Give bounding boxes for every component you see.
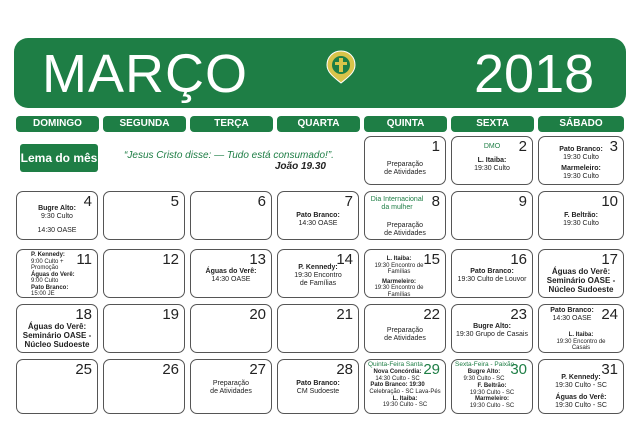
event-place: F. Beltrão: bbox=[477, 383, 507, 389]
day-number: 1 bbox=[431, 138, 440, 155]
event-place: Pato Branco: bbox=[31, 284, 69, 291]
day-number: 10 bbox=[601, 193, 618, 210]
event-place: Pato Branco: 19:30 bbox=[370, 382, 425, 389]
event-text: 19:30 Culto bbox=[563, 220, 599, 227]
calendar-day-23 bbox=[451, 304, 533, 353]
event-text: 14:30 OASE bbox=[552, 315, 592, 322]
event-text: 19:30 Encontro de Famílias bbox=[294, 272, 342, 287]
event-note: DMO bbox=[483, 143, 501, 150]
event-text: 19:30 Culto - SC bbox=[382, 402, 428, 409]
event-place: Águas do Verê: bbox=[31, 271, 75, 278]
day-number: 28 bbox=[336, 361, 353, 378]
day-number: 3 bbox=[609, 138, 618, 155]
calendar-day-29 bbox=[364, 359, 446, 414]
calendar-day-9 bbox=[451, 191, 533, 240]
calendar-day-22 bbox=[364, 304, 446, 353]
event-text: 19:30 Encontro de Casais bbox=[556, 338, 606, 351]
calendar-day-12 bbox=[103, 249, 185, 298]
day-header-domingo: DOMINGO bbox=[16, 116, 99, 132]
day-number: 15 bbox=[423, 251, 440, 268]
event-text: 19:30 Culto bbox=[474, 165, 510, 172]
day-number: 4 bbox=[83, 193, 92, 210]
calendar-day-2 bbox=[451, 136, 533, 185]
day-number: 31 bbox=[601, 361, 618, 378]
calendar-day-17 bbox=[538, 249, 624, 298]
day-number: 18 bbox=[75, 306, 92, 323]
lema-quote-ref: João 19.30 bbox=[274, 161, 326, 172]
day-number: 5 bbox=[170, 193, 179, 210]
event-text: Núcleo Sudoeste bbox=[548, 285, 614, 294]
event-place: P. Kennedy: bbox=[31, 252, 65, 258]
calendar-day-25 bbox=[16, 359, 98, 414]
event-text: 14:30 OASE bbox=[211, 276, 251, 283]
day-number: 11 bbox=[76, 251, 92, 268]
event-place: P. Kennedy: bbox=[561, 374, 601, 381]
event-text: 19:30 Culto bbox=[563, 173, 599, 180]
day-number: 29 bbox=[423, 361, 440, 378]
day-number: 6 bbox=[257, 193, 266, 210]
event-place: Águas do Verê: bbox=[27, 322, 87, 331]
event-place: Pato Branco: bbox=[559, 146, 603, 153]
event-text: 9:30 Culto - SC bbox=[463, 375, 505, 382]
calendar-day-30 bbox=[451, 359, 533, 414]
event-place: Pato Branco: bbox=[296, 212, 340, 219]
calendar-day-27 bbox=[190, 359, 272, 414]
event-place: Pato Branco: bbox=[550, 307, 594, 314]
calendar-day-20 bbox=[190, 304, 272, 353]
church-logo-icon bbox=[326, 50, 356, 84]
event-note: Quinta-Feira Santa bbox=[368, 361, 423, 368]
event-place: L. Itaiba: bbox=[392, 395, 418, 402]
day-header-terca: TERÇA bbox=[190, 116, 273, 132]
event-text: Núcleo Sudoeste bbox=[24, 340, 90, 349]
event-text: 19:30 Culto de Louvor bbox=[457, 276, 527, 283]
day-number: 27 bbox=[249, 361, 266, 378]
calendar-day-28 bbox=[277, 359, 359, 414]
day-header-sabado: SÁBADO bbox=[538, 116, 624, 132]
event-text: Preparação bbox=[386, 161, 424, 168]
event-text: 15:00 JE bbox=[31, 291, 55, 297]
day-number: 8 bbox=[431, 193, 440, 210]
event-text: 9:30 Culto bbox=[41, 213, 73, 220]
day-number: 30 bbox=[510, 361, 527, 378]
event-place: P. Kennedy: bbox=[298, 264, 338, 271]
event-place: L. Itaiba: bbox=[568, 332, 594, 338]
day-header-quarta: QUARTA bbox=[277, 116, 360, 132]
event-text: 19:30 Culto - SC bbox=[555, 382, 607, 389]
event-place: Águas do Verê: bbox=[555, 394, 607, 401]
event-text: Celebração - SC Lava-Pés bbox=[369, 389, 441, 395]
event-place: Pato Branco: bbox=[470, 268, 514, 275]
calendar-day-24 bbox=[538, 304, 624, 353]
event-text: CM Sudoeste bbox=[296, 388, 340, 395]
event-note: Sexta-Feira - Paixão bbox=[455, 361, 515, 368]
calendar-day-10 bbox=[538, 191, 624, 240]
day-number: 23 bbox=[510, 306, 527, 323]
event-text: Preparação bbox=[386, 327, 424, 334]
calendar-day-13 bbox=[190, 249, 272, 298]
event-text: 9:00 Culto bbox=[31, 278, 59, 284]
event-place: Bugre Alto: bbox=[473, 323, 511, 330]
day-number: 26 bbox=[162, 361, 179, 378]
calendar-day-19 bbox=[103, 304, 185, 353]
day-number: 7 bbox=[344, 193, 353, 210]
calendar-day-5 bbox=[103, 191, 185, 240]
event-place: L. Itaiba: bbox=[477, 157, 507, 164]
event-place: Águas do Verê: bbox=[205, 268, 257, 275]
calendar-day-8 bbox=[364, 191, 446, 240]
event-text: de Atividades bbox=[210, 388, 252, 395]
event-place: Águas do Verê: bbox=[551, 267, 611, 276]
event-place: Pato Branco: bbox=[296, 380, 340, 387]
event-text: Seminário OASE - bbox=[546, 276, 616, 285]
day-number: 17 bbox=[601, 251, 618, 268]
event-place: Bugre Alto: bbox=[467, 369, 501, 375]
calendar-day-11 bbox=[16, 249, 98, 298]
day-number: 24 bbox=[601, 306, 618, 323]
event-text: Preparação bbox=[386, 222, 424, 229]
calendar-day-16 bbox=[451, 249, 533, 298]
event-text: 19:30 Culto - SC bbox=[469, 402, 515, 409]
day-header-quinta: QUINTA bbox=[364, 116, 447, 132]
calendar-day-31 bbox=[538, 359, 624, 414]
event-text: Seminário OASE - bbox=[22, 331, 92, 340]
calendar-day-3 bbox=[538, 136, 624, 185]
lema-label: Lema do mês bbox=[20, 144, 98, 172]
calendar-day-14 bbox=[277, 249, 359, 298]
event-text: 19:30 Encontro de Famílias bbox=[374, 285, 424, 298]
event-text: Preparação bbox=[212, 380, 250, 387]
day-number: 9 bbox=[518, 193, 527, 210]
event-text: 14:30 OASE bbox=[298, 220, 338, 227]
event-text: 14:30 OASE bbox=[37, 227, 77, 234]
event-text: 9:00 Culto + Promoção bbox=[31, 258, 64, 271]
calendar-day-1 bbox=[364, 136, 446, 185]
event-text: 19:30 Grupo de Casais bbox=[456, 331, 528, 338]
day-number: 16 bbox=[510, 251, 527, 268]
day-number: 22 bbox=[423, 306, 440, 323]
day-number: 13 bbox=[249, 251, 266, 268]
event-place: Bugre Alto: bbox=[38, 205, 76, 212]
day-number: 14 bbox=[336, 251, 353, 268]
day-number: 19 bbox=[162, 306, 179, 323]
event-text: de Atividades bbox=[384, 230, 426, 237]
calendar-day-6 bbox=[190, 191, 272, 240]
day-number: 2 bbox=[518, 138, 527, 155]
event-place: F. Beltrão: bbox=[564, 212, 598, 219]
event-text: 19:30 Culto - SC bbox=[469, 389, 515, 396]
event-text: de Atividades bbox=[384, 335, 426, 342]
lema-quote bbox=[104, 150, 354, 172]
event-place: L. Itaiba: bbox=[386, 256, 412, 262]
event-text: 19:30 Culto bbox=[563, 154, 599, 161]
month-title: MARÇO bbox=[42, 44, 248, 104]
year-title: 2018 bbox=[474, 44, 595, 104]
day-number: 21 bbox=[336, 306, 353, 323]
day-number: 25 bbox=[75, 361, 92, 378]
event-place: Nova Concórdia: bbox=[373, 369, 422, 375]
event-text: 19:30 Culto - SC bbox=[555, 402, 607, 409]
calendar-day-21 bbox=[277, 304, 359, 353]
day-number: 20 bbox=[249, 306, 266, 323]
day-number: 12 bbox=[162, 251, 179, 268]
event-place: Marmeleiro: bbox=[474, 396, 509, 403]
event-place: Marmeleiro: bbox=[561, 165, 601, 172]
calendar-day-18 bbox=[16, 304, 98, 353]
calendar-day-4 bbox=[16, 191, 98, 240]
event-text: 14:30 Culto - SC bbox=[375, 375, 420, 382]
event-note: Dia Internacional da mulher bbox=[370, 196, 424, 211]
event-text: 19:30 Encontro de Famílias bbox=[374, 262, 424, 275]
event-place: Marmeleiro: bbox=[381, 278, 416, 285]
event-text: de Atividades bbox=[384, 169, 426, 176]
day-header-sexta: SEXTA bbox=[451, 116, 534, 132]
day-header-segunda: SEGUNDA bbox=[103, 116, 186, 132]
lema-quote-text: “Jesus Cristo disse: — Tudo está consumado!”. bbox=[124, 150, 334, 161]
calendar-day-26 bbox=[103, 359, 185, 414]
calendar-day-7 bbox=[277, 191, 359, 240]
calendar-day-15 bbox=[364, 249, 446, 298]
